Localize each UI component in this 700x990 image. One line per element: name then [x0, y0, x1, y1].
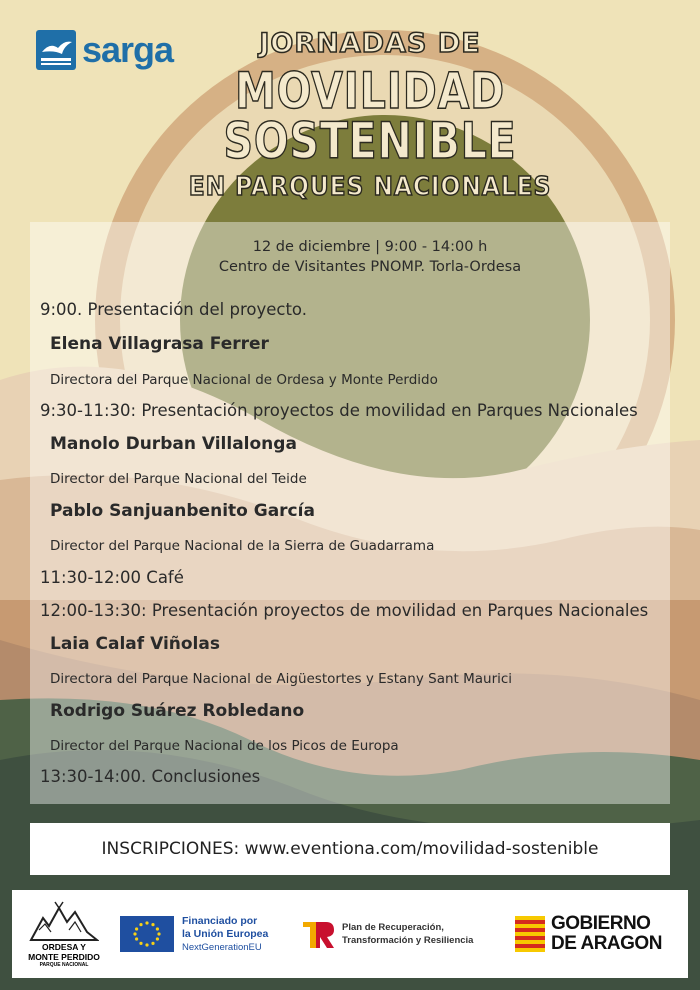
sponsor-footer: [12, 890, 688, 978]
event-info: [0, 237, 700, 277]
event-datetime: 12 de diciembre | 9:00 - 14:00 h: [252, 239, 488, 255]
speaker-name: Laia Calaf Viñolas: [50, 634, 220, 654]
plan-line-1: Plan de Recuperación,: [342, 922, 444, 933]
title-line-3: SOSTENIBLE: [223, 112, 517, 170]
ordesa-line-2: MONTE PERDIDO: [28, 951, 100, 962]
ordesa-logo: [20, 890, 108, 978]
aragon-line-2: DE ARAGON: [551, 933, 662, 954]
title-line-4: EN PARQUES NACIONALES: [188, 172, 552, 202]
speaker-name: Pablo Sanjuanbenito García: [50, 501, 315, 521]
aragon-line-1: GOBIERNO: [551, 913, 651, 934]
eu-logo: [120, 890, 290, 978]
recovery-plan-icon: [300, 916, 336, 952]
registration-bar[interactable]: [30, 823, 670, 875]
ordesa-line-3: PARQUE NACIONAL: [39, 961, 89, 968]
plan-line-2: Transformación y Resiliencia: [342, 935, 474, 946]
speaker-role: Directora del Parque Nacional de Aigüestortes y Estany Sant Maurici: [50, 671, 513, 687]
speaker-role: Director del Parque Nacional del Teide: [50, 471, 307, 487]
speaker-name: Manolo Durban Villalonga: [50, 434, 297, 454]
speaker-role: Director del Parque Nacional de los Picos de Europa: [50, 738, 399, 754]
speaker-role: Directora del Parque Nacional de Ordesa y Monte Perdido: [50, 372, 438, 388]
eu-line-3: NextGenerationEU: [182, 941, 262, 953]
title-line-2: MOVILIDAD: [234, 62, 506, 120]
aragon-flag-icon: [515, 916, 545, 952]
agenda-time: 9:30-11:30: Presentación proyectos de movilidad en Parques Nacionales: [40, 401, 638, 420]
speaker-name: Rodrigo Suárez Robledano: [50, 701, 305, 721]
agenda-time: 12:00-13:30: Presentación proyectos de movilidad en Parques Nacionales: [40, 601, 649, 620]
sarga-wordmark: sarga: [82, 29, 174, 70]
agenda-time: 11:30-12:00 Café: [40, 568, 184, 587]
registration-link[interactable]: INSCRIPCIONES: www.eventiona.com/movilidad-sostenible: [101, 839, 599, 859]
eu-line-1: Financiado por: [182, 914, 258, 927]
recovery-plan-logo: [300, 890, 500, 978]
agenda-time: 9:00. Presentación del proyecto.: [40, 300, 307, 319]
title-line-1: JORNADAS DE: [259, 28, 481, 59]
speaker-name: Elena Villagrasa Ferrer: [50, 334, 269, 354]
agenda-time: 13:30-14:00. Conclusiones: [40, 767, 261, 786]
eu-flag-icon: [120, 916, 174, 952]
eu-line-2: la Unión Europea: [182, 927, 269, 940]
gobierno-aragon-logo: [515, 890, 680, 978]
speaker-role: Director del Parque Nacional de la Sierra de Guadarrama: [50, 538, 435, 554]
ordesa-line-1: ORDESA Y: [42, 941, 86, 952]
mountain-goat-icon: [29, 900, 99, 942]
event-venue: Centro de Visitantes PNOMP. Torla-Ordesa: [218, 259, 522, 275]
